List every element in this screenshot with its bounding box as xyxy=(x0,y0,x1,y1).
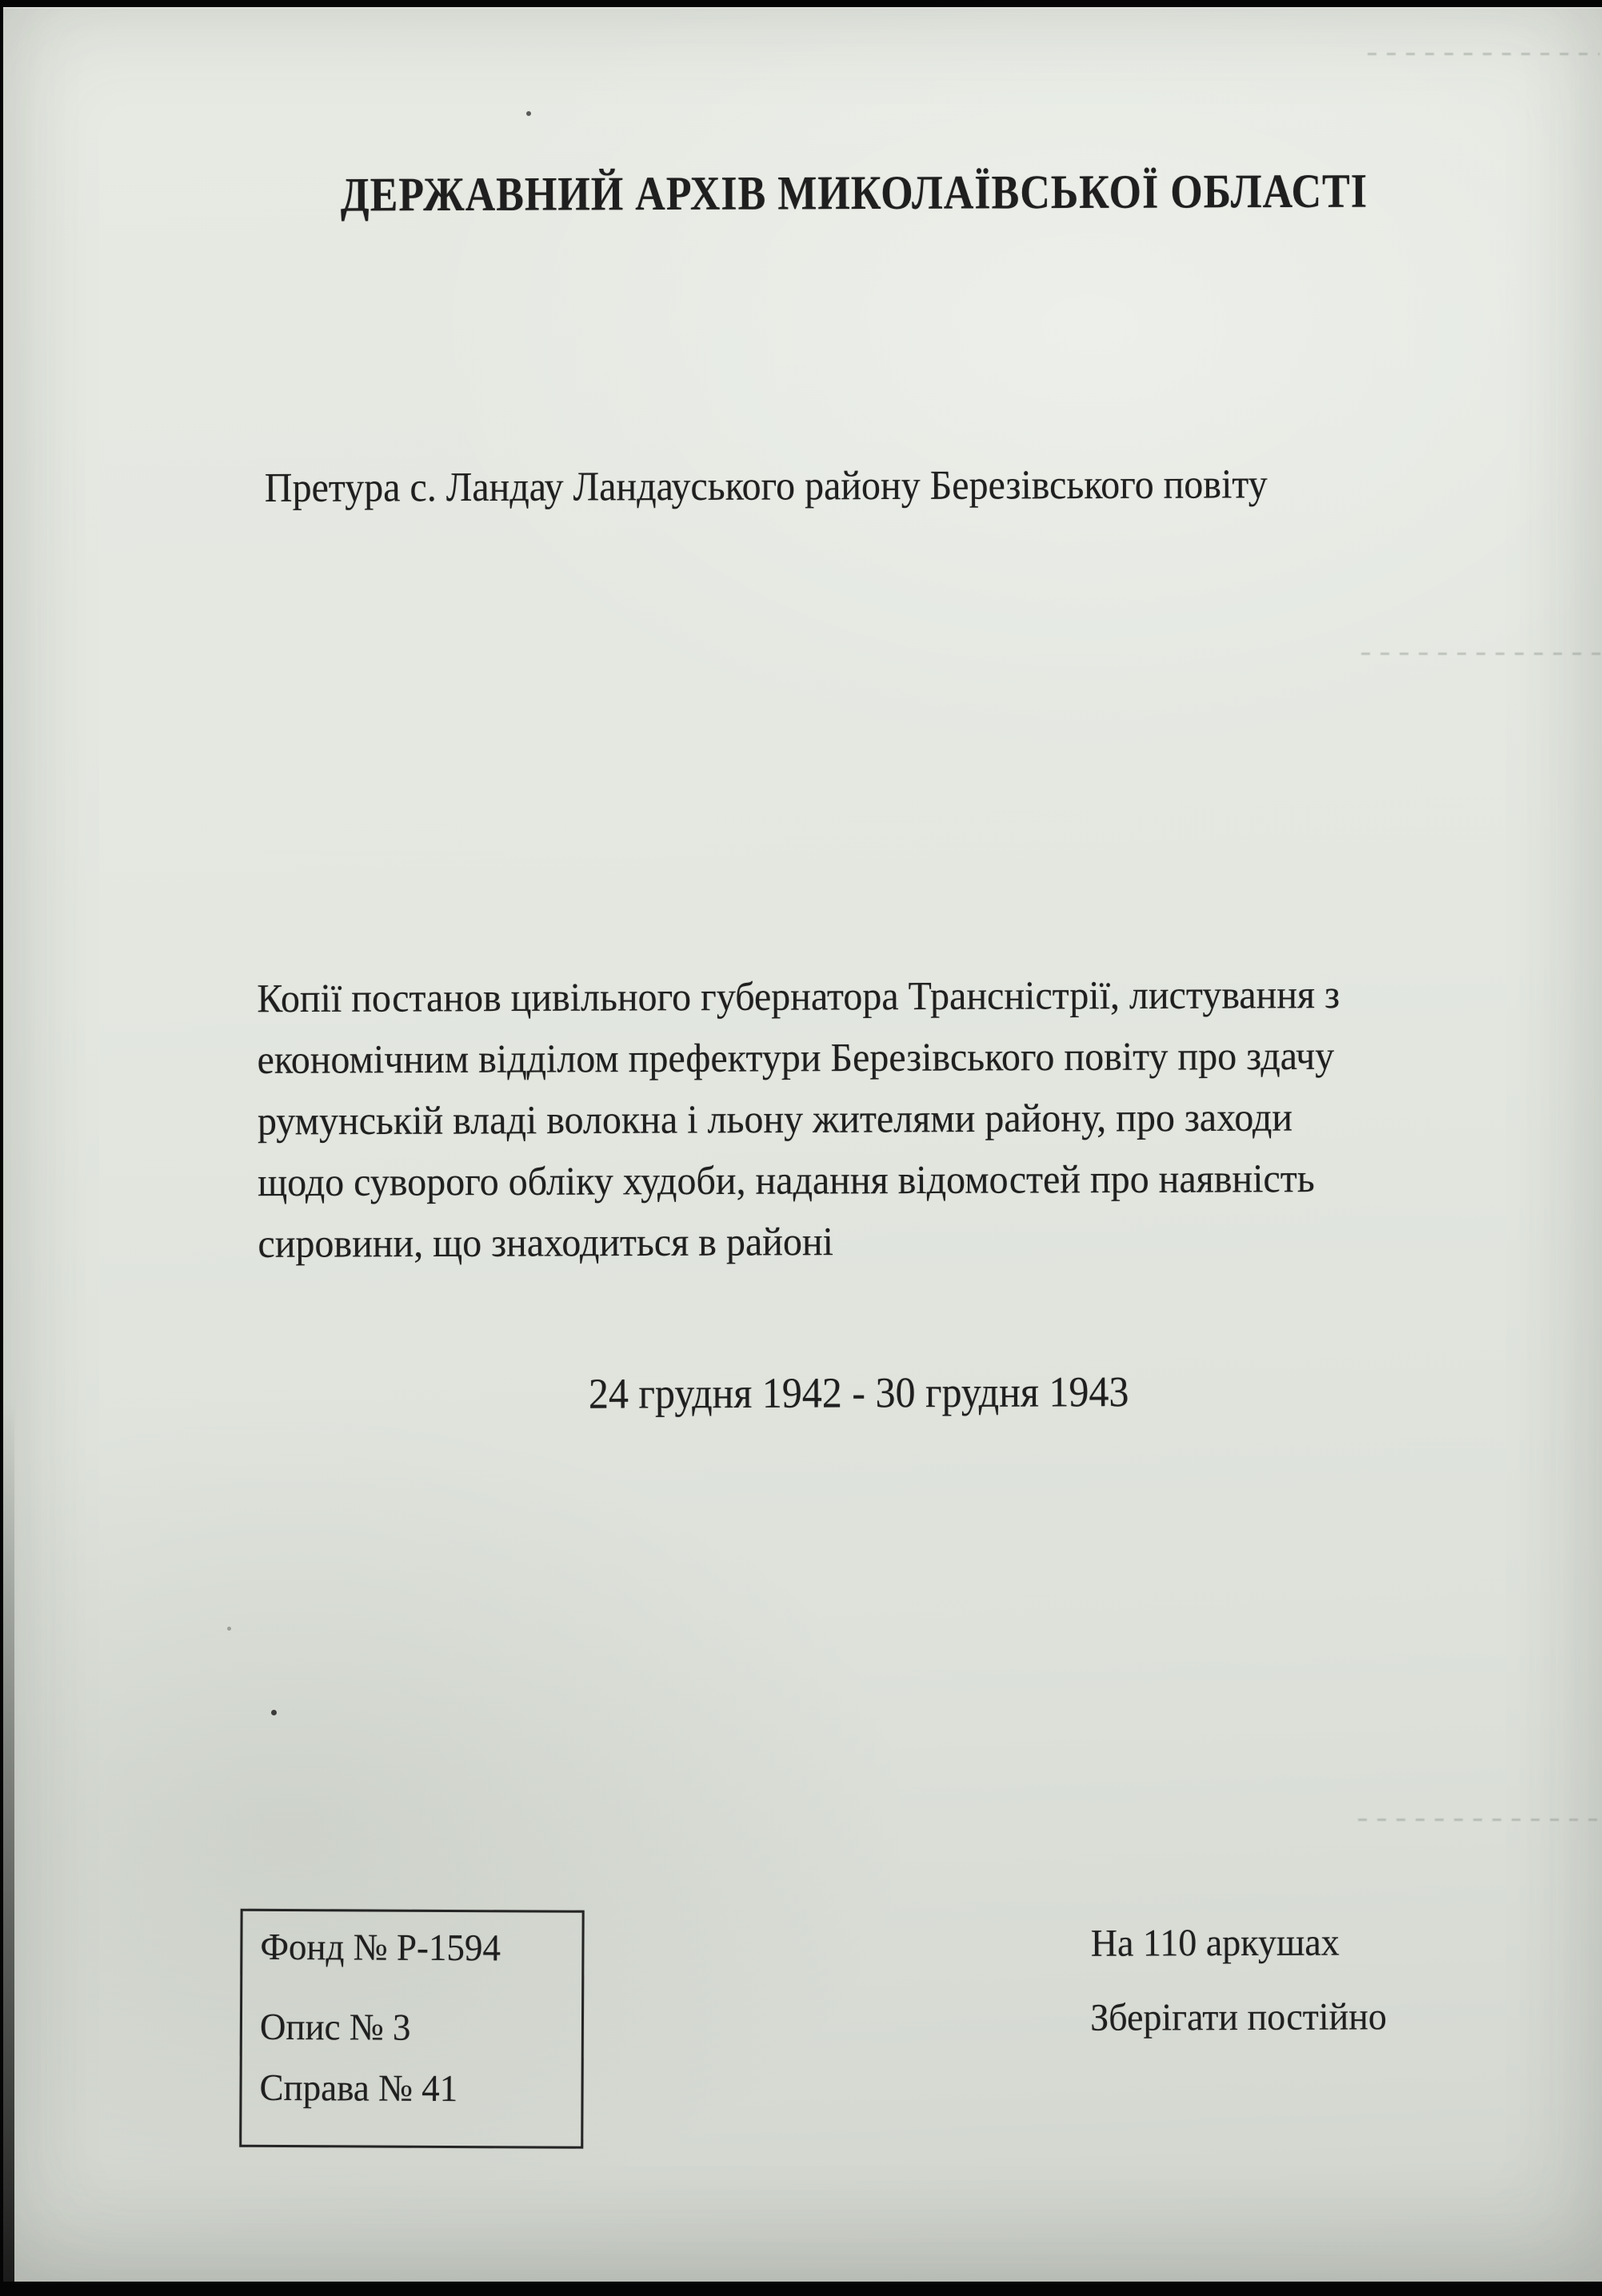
document-content xyxy=(0,5,1602,2285)
paper-edge-shadow xyxy=(3,1402,14,2282)
opys-number: Опис № 3 xyxy=(259,2005,411,2049)
ink-speck xyxy=(526,111,531,116)
sprava-number: Справа № 41 xyxy=(259,2066,458,2110)
ink-speck xyxy=(271,1710,277,1715)
archive-title: ДЕРЖАВНИЙ АРХІВ МИКОЛАЇВСЬКОЇ ОБЛАСТІ xyxy=(340,165,1368,222)
description-line: щодо суворого обліку худоби, надання відомостей про наявність xyxy=(258,1156,1315,1205)
bleed-through-line xyxy=(1368,53,1600,55)
description-line: Копії постанов цивільного губернатора Трансністрії, листування з xyxy=(257,972,1340,1021)
description-line: сировини, що знаходиться в районі xyxy=(258,1219,834,1267)
ink-speck xyxy=(227,1627,231,1631)
fond-number: Фонд № Р-1594 xyxy=(260,1925,501,1969)
retention-note: Зберігати постійно xyxy=(1090,1995,1387,2039)
fond-creator-line: Претура с. Ландау Ландауського району Березівського повіту xyxy=(264,461,1268,511)
description-line: економічним відділом префектури Березівського повіту про здачу xyxy=(257,1033,1335,1083)
bleed-through-line xyxy=(1358,1819,1601,1821)
bleed-through-line xyxy=(1361,653,1601,655)
document-page xyxy=(3,7,1602,2282)
sheets-count: На 110 аркушах xyxy=(1090,1920,1340,1965)
date-range: 24 грудня 1942 - 30 грудня 1943 xyxy=(588,1367,1129,1418)
description-line: румунській владі волокна і льону жителями району, про заходи xyxy=(257,1095,1293,1144)
case-description xyxy=(257,964,1340,1274)
stamp-box xyxy=(239,1909,584,2149)
